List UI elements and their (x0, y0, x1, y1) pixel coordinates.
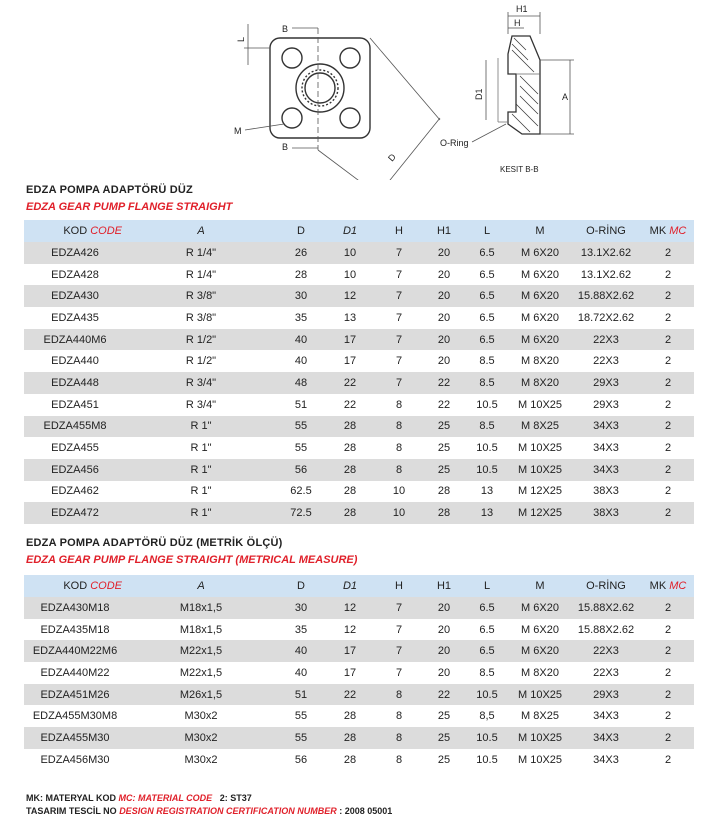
table-cell: 17 (326, 329, 374, 351)
table-cell: EDZA455M30M8 (24, 705, 126, 727)
table-cell: M 10X25 (510, 459, 570, 481)
table-cell: R 1" (126, 481, 276, 503)
table-cell: 22X3 (570, 329, 642, 351)
table-cell: 56 (276, 459, 326, 481)
table-cell: EDZA430M18 (24, 597, 126, 619)
bore-outer (296, 64, 344, 112)
table-cell: 8 (374, 437, 424, 459)
table-cell: M30x2 (126, 749, 276, 771)
table-cell: 2 (642, 662, 694, 684)
bolt-hole (340, 108, 360, 128)
table-cell: EDZA430 (24, 285, 126, 307)
col-m: M (510, 575, 570, 597)
table-row (24, 372, 694, 394)
table-cell: 10 (374, 502, 424, 524)
table-cell: 2 (642, 481, 694, 503)
table-cell: 2 (642, 394, 694, 416)
label-a: A (562, 92, 569, 102)
table-cell: 20 (424, 242, 464, 264)
col-kod-code: KOD CODE (24, 220, 126, 242)
bolt-hole (340, 48, 360, 68)
table-cell: 7 (374, 597, 424, 619)
table-cell: 34X3 (570, 749, 642, 771)
col-a: A (126, 575, 276, 597)
table-cell: EDZA440 (24, 350, 126, 372)
table-cell: M 10X25 (510, 684, 570, 706)
rotated-labels (236, 37, 484, 100)
table-row (24, 350, 694, 372)
table-cell: 55 (276, 437, 326, 459)
table-cell: 6.5 (464, 640, 510, 662)
table2-header-row (24, 575, 694, 597)
table-cell: 20 (424, 640, 464, 662)
table-cell: 62.5 (276, 481, 326, 503)
table-cell: EDZA472 (24, 502, 126, 524)
table-cell: M 8X20 (510, 372, 570, 394)
table-cell: M 10X25 (510, 727, 570, 749)
table-cell: 25 (424, 416, 464, 438)
table-cell: EDZA440M22M6 (24, 640, 126, 662)
table-cell: 35 (276, 619, 326, 641)
table-cell: 13.1X2.62 (570, 264, 642, 286)
dimension-lines (244, 24, 440, 180)
table-cell: 7 (374, 640, 424, 662)
table-cell: R 1" (126, 416, 276, 438)
table-cell: EDZA451M26 (24, 684, 126, 706)
table1-header-row (24, 220, 694, 242)
table-cell: 7 (374, 350, 424, 372)
table-cell: 40 (276, 662, 326, 684)
table-cell: 10 (326, 242, 374, 264)
table-cell: M 6X20 (510, 307, 570, 329)
table-cell: 15.88X2.62 (570, 285, 642, 307)
table-cell: 2 (642, 502, 694, 524)
table-cell: M 10X25 (510, 749, 570, 771)
table-cell: 51 (276, 684, 326, 706)
table-row (24, 264, 694, 286)
table-cell: 22 (424, 394, 464, 416)
table-cell: 29X3 (570, 394, 642, 416)
table-cell: 28 (326, 502, 374, 524)
footer-material-code: MK: MATERYAL KOD MC: MATERIAL CODE 2: ST37 (26, 793, 252, 803)
table-cell: 7 (374, 242, 424, 264)
table-cell: 20 (424, 264, 464, 286)
table-row (24, 416, 694, 438)
col-h: H (374, 220, 424, 242)
table-cell: 22 (424, 372, 464, 394)
table-cell: M30x2 (126, 705, 276, 727)
bore-inner (305, 73, 335, 103)
table-cell: EDZA435M18 (24, 619, 126, 641)
table-cell: 10.5 (464, 437, 510, 459)
col-h: H (374, 575, 424, 597)
table-cell: 22 (326, 684, 374, 706)
table-cell: 28 (326, 705, 374, 727)
table-cell: 2 (642, 459, 694, 481)
label-b-top: B (282, 24, 289, 34)
table-cell: 25 (424, 705, 464, 727)
table-row (24, 502, 694, 524)
table-cell: EDZA428 (24, 264, 126, 286)
table-cell: 2 (642, 749, 694, 771)
table-cell: 22X3 (570, 662, 642, 684)
table-cell: EDZA462 (24, 481, 126, 503)
table-cell: 22 (326, 372, 374, 394)
table-row (24, 662, 694, 684)
table-cell: 2 (642, 329, 694, 351)
table-cell: R 1" (126, 437, 276, 459)
table-cell: 2 (642, 437, 694, 459)
table-cell: R 3/4" (126, 372, 276, 394)
table-cell: 22 (326, 394, 374, 416)
col-d1: D1 (326, 575, 374, 597)
table-row (24, 640, 694, 662)
table-cell: M 6X20 (510, 597, 570, 619)
col-l: L (464, 575, 510, 597)
table-cell: M22x1,5 (126, 662, 276, 684)
table-cell: 20 (424, 307, 464, 329)
table-cell: 8,5 (464, 705, 510, 727)
table-cell: 25 (424, 437, 464, 459)
table-cell: 2 (642, 619, 694, 641)
table-cell: 15.88X2.62 (570, 619, 642, 641)
table-cell: M18x1,5 (126, 597, 276, 619)
table1-title: EDZA POMPA ADAPTÖRÜ DÜZ (26, 184, 193, 196)
table-cell: 2 (642, 416, 694, 438)
table-cell: 18.72X2.62 (570, 307, 642, 329)
table-cell: EDZA455M30 (24, 727, 126, 749)
table-cell: 55 (276, 416, 326, 438)
table-cell: 6.5 (464, 285, 510, 307)
table-cell: M 8X25 (510, 705, 570, 727)
label-b-bottom: B (282, 142, 289, 152)
table-row (24, 285, 694, 307)
table-cell: EDZA435 (24, 307, 126, 329)
table-cell: M22x1,5 (126, 640, 276, 662)
table-cell: 8 (374, 416, 424, 438)
table-cell: M 10X25 (510, 437, 570, 459)
table-cell: 28 (326, 459, 374, 481)
table-cell: 20 (424, 350, 464, 372)
table-cell: 2 (642, 597, 694, 619)
table-cell: R 1/4" (126, 242, 276, 264)
table-cell: 28 (326, 416, 374, 438)
table2-body (24, 597, 694, 771)
table-cell: M 6X20 (510, 264, 570, 286)
table-cell: 51 (276, 394, 326, 416)
table-cell: 34X3 (570, 459, 642, 481)
col-kod-code: KOD CODE (24, 575, 126, 597)
drawing-labels (234, 4, 568, 174)
table-cell: 8 (374, 394, 424, 416)
table-cell: 2 (642, 684, 694, 706)
table-cell: 7 (374, 662, 424, 684)
col-mk-mc: MK MC (642, 575, 694, 597)
flange-outline (270, 38, 370, 138)
table-cell: R 1/2" (126, 329, 276, 351)
table-cell: 22X3 (570, 640, 642, 662)
table-cell: 15.88X2.62 (570, 597, 642, 619)
table-cell: 8 (374, 749, 424, 771)
table-cell: 2 (642, 372, 694, 394)
table-cell: 72.5 (276, 502, 326, 524)
table-cell: 28 (326, 481, 374, 503)
table1-body (24, 242, 694, 524)
table-row (24, 307, 694, 329)
table-row (24, 242, 694, 264)
table-row (24, 329, 694, 351)
table-row (24, 597, 694, 619)
table-cell: 12 (326, 597, 374, 619)
col-d: D (276, 575, 326, 597)
table-cell: M 8X20 (510, 662, 570, 684)
table-cell: M 6X20 (510, 640, 570, 662)
table-cell: M30x2 (126, 727, 276, 749)
table-cell: M 12X25 (510, 481, 570, 503)
table-cell: 17 (326, 350, 374, 372)
table-cell: 10.5 (464, 727, 510, 749)
footer-registration: TASARIM TESCİL NO DESIGN REGISTRATION CERTIFICATION NUMBER : 2008 05001 (26, 806, 393, 816)
table-cell: 22X3 (570, 350, 642, 372)
table-cell: EDZA426 (24, 242, 126, 264)
table-cell: 30 (276, 597, 326, 619)
table-row (24, 437, 694, 459)
table-cell: M 8X25 (510, 416, 570, 438)
col-h1: H1 (424, 575, 464, 597)
table-cell: 10.5 (464, 459, 510, 481)
table-cell: R 1" (126, 502, 276, 524)
table-cell: M 12X25 (510, 502, 570, 524)
table-cell: 2 (642, 705, 694, 727)
table-cell: 28 (326, 727, 374, 749)
table-row (24, 705, 694, 727)
label-h1: H1 (516, 4, 528, 14)
table-cell: R 1" (126, 459, 276, 481)
table-row (24, 459, 694, 481)
table2-subtitle: EDZA GEAR PUMP FLANGE STRAIGHT (METRICAL MEASURE) (26, 554, 358, 566)
table-cell: 7 (374, 307, 424, 329)
table-cell: 28 (424, 481, 464, 503)
table-cell: 2 (642, 264, 694, 286)
table-cell: 20 (424, 329, 464, 351)
bolt-hole (282, 48, 302, 68)
table-cell: 12 (326, 285, 374, 307)
table-cell: 6.5 (464, 307, 510, 329)
table-cell: M 10X25 (510, 394, 570, 416)
col-l: L (464, 220, 510, 242)
table-cell: M 6X20 (510, 285, 570, 307)
table-cell: 25 (424, 727, 464, 749)
table-row (24, 727, 694, 749)
table-cell: M 6X20 (510, 242, 570, 264)
table-cell: 6.5 (464, 619, 510, 641)
table-cell: 8 (374, 684, 424, 706)
table-cell: 20 (424, 597, 464, 619)
table-cell: M 8X20 (510, 350, 570, 372)
table-cell: 7 (374, 619, 424, 641)
table-cell: 2 (642, 242, 694, 264)
table-cell: 28 (424, 502, 464, 524)
table-cell: EDZA440M6 (24, 329, 126, 351)
table-cell: 2 (642, 727, 694, 749)
table-cell: 40 (276, 640, 326, 662)
table-cell: M 6X20 (510, 329, 570, 351)
technical-drawing (0, 0, 727, 180)
table-cell: 17 (326, 662, 374, 684)
table-cell: 8.5 (464, 662, 510, 684)
table-cell: M 6X20 (510, 619, 570, 641)
table-cell: 29X3 (570, 372, 642, 394)
col-mk-mc: MK MC (642, 220, 694, 242)
table2 (24, 575, 694, 771)
col-m: M (510, 220, 570, 242)
table2-title: EDZA POMPA ADAPTÖRÜ DÜZ (METRİK ÖLÇÜ) (26, 537, 283, 549)
table-cell: EDZA456 (24, 459, 126, 481)
table-cell: M26x1,5 (126, 684, 276, 706)
table1 (24, 220, 694, 524)
label-h: H (514, 18, 521, 28)
table-cell: 29X3 (570, 684, 642, 706)
col-d: D (276, 220, 326, 242)
table-cell: 38X3 (570, 481, 642, 503)
table-cell: 10.5 (464, 749, 510, 771)
table-cell: M18x1,5 (126, 619, 276, 641)
table-cell: R 1/4" (126, 264, 276, 286)
table-cell: 34X3 (570, 705, 642, 727)
table-cell: 40 (276, 329, 326, 351)
label-d: D (386, 151, 398, 164)
table-cell: 13 (326, 307, 374, 329)
table-row (24, 481, 694, 503)
label-oring: O-Ring (440, 138, 469, 148)
table-cell: 8 (374, 459, 424, 481)
table-cell: 6.5 (464, 329, 510, 351)
table-cell: EDZA456M30 (24, 749, 126, 771)
table-cell: EDZA451 (24, 394, 126, 416)
table-cell: 40 (276, 350, 326, 372)
table-cell: 30 (276, 285, 326, 307)
table-cell: 7 (374, 264, 424, 286)
table-cell: 26 (276, 242, 326, 264)
bolt-hole (282, 108, 302, 128)
table-cell: 7 (374, 329, 424, 351)
table-cell: 10 (326, 264, 374, 286)
col-oring: O-RİNG (570, 575, 642, 597)
table-cell: 28 (276, 264, 326, 286)
table-cell: 35 (276, 307, 326, 329)
table-cell: 28 (326, 437, 374, 459)
table-cell: 20 (424, 285, 464, 307)
table-cell: 20 (424, 619, 464, 641)
table-cell: 17 (326, 640, 374, 662)
label-d1: D1 (474, 88, 484, 100)
table-cell: 6.5 (464, 264, 510, 286)
table-cell: R 3/8" (126, 307, 276, 329)
table-cell: 28 (326, 749, 374, 771)
table-cell: 34X3 (570, 416, 642, 438)
col-h1: H1 (424, 220, 464, 242)
front-view (270, 38, 370, 138)
table-cell: 6.5 (464, 597, 510, 619)
table-cell: R 3/8" (126, 285, 276, 307)
label-l: L (236, 36, 246, 42)
table-cell: 6.5 (464, 242, 510, 264)
table-cell: 8 (374, 705, 424, 727)
table-cell: 25 (424, 749, 464, 771)
label-section: KESIT B-B (500, 165, 539, 174)
table-cell: 2 (642, 307, 694, 329)
col-a: A (126, 220, 276, 242)
table-cell: 22 (424, 684, 464, 706)
table-cell: EDZA455 (24, 437, 126, 459)
table-cell: 20 (424, 662, 464, 684)
table-cell: 8.5 (464, 416, 510, 438)
table-cell: R 3/4" (126, 394, 276, 416)
table-row (24, 749, 694, 771)
table-cell: R 1/2" (126, 350, 276, 372)
table-row (24, 394, 694, 416)
table-cell: 8.5 (464, 372, 510, 394)
table-row (24, 684, 694, 706)
table-cell: 38X3 (570, 502, 642, 524)
table-cell: 13 (464, 481, 510, 503)
table-cell: 7 (374, 372, 424, 394)
table-cell: 10.5 (464, 684, 510, 706)
table-cell: EDZA448 (24, 372, 126, 394)
table-row (24, 619, 694, 641)
table-cell: 55 (276, 705, 326, 727)
table-cell: 55 (276, 727, 326, 749)
table-cell: 8.5 (464, 350, 510, 372)
table-cell: 12 (326, 619, 374, 641)
table-cell: 10.5 (464, 394, 510, 416)
table-cell: 2 (642, 285, 694, 307)
table-cell: 2 (642, 640, 694, 662)
table-cell: 34X3 (570, 437, 642, 459)
table-cell: 13.1X2.62 (570, 242, 642, 264)
table-cell: 10 (374, 481, 424, 503)
bore-thread (302, 70, 338, 106)
table-cell: 34X3 (570, 727, 642, 749)
table-cell: 8 (374, 727, 424, 749)
table-cell: 48 (276, 372, 326, 394)
table-cell: 7 (374, 285, 424, 307)
col-oring: O-RİNG (570, 220, 642, 242)
col-d1: D1 (326, 220, 374, 242)
table1-subtitle: EDZA GEAR PUMP FLANGE STRAIGHT (26, 201, 233, 213)
label-m: M (234, 126, 242, 136)
table-cell: 56 (276, 749, 326, 771)
table-cell: 25 (424, 459, 464, 481)
table-cell: EDZA440M22 (24, 662, 126, 684)
table-cell: 2 (642, 350, 694, 372)
section-dimensions (472, 12, 574, 142)
table-cell: EDZA455M8 (24, 416, 126, 438)
table-cell: 13 (464, 502, 510, 524)
